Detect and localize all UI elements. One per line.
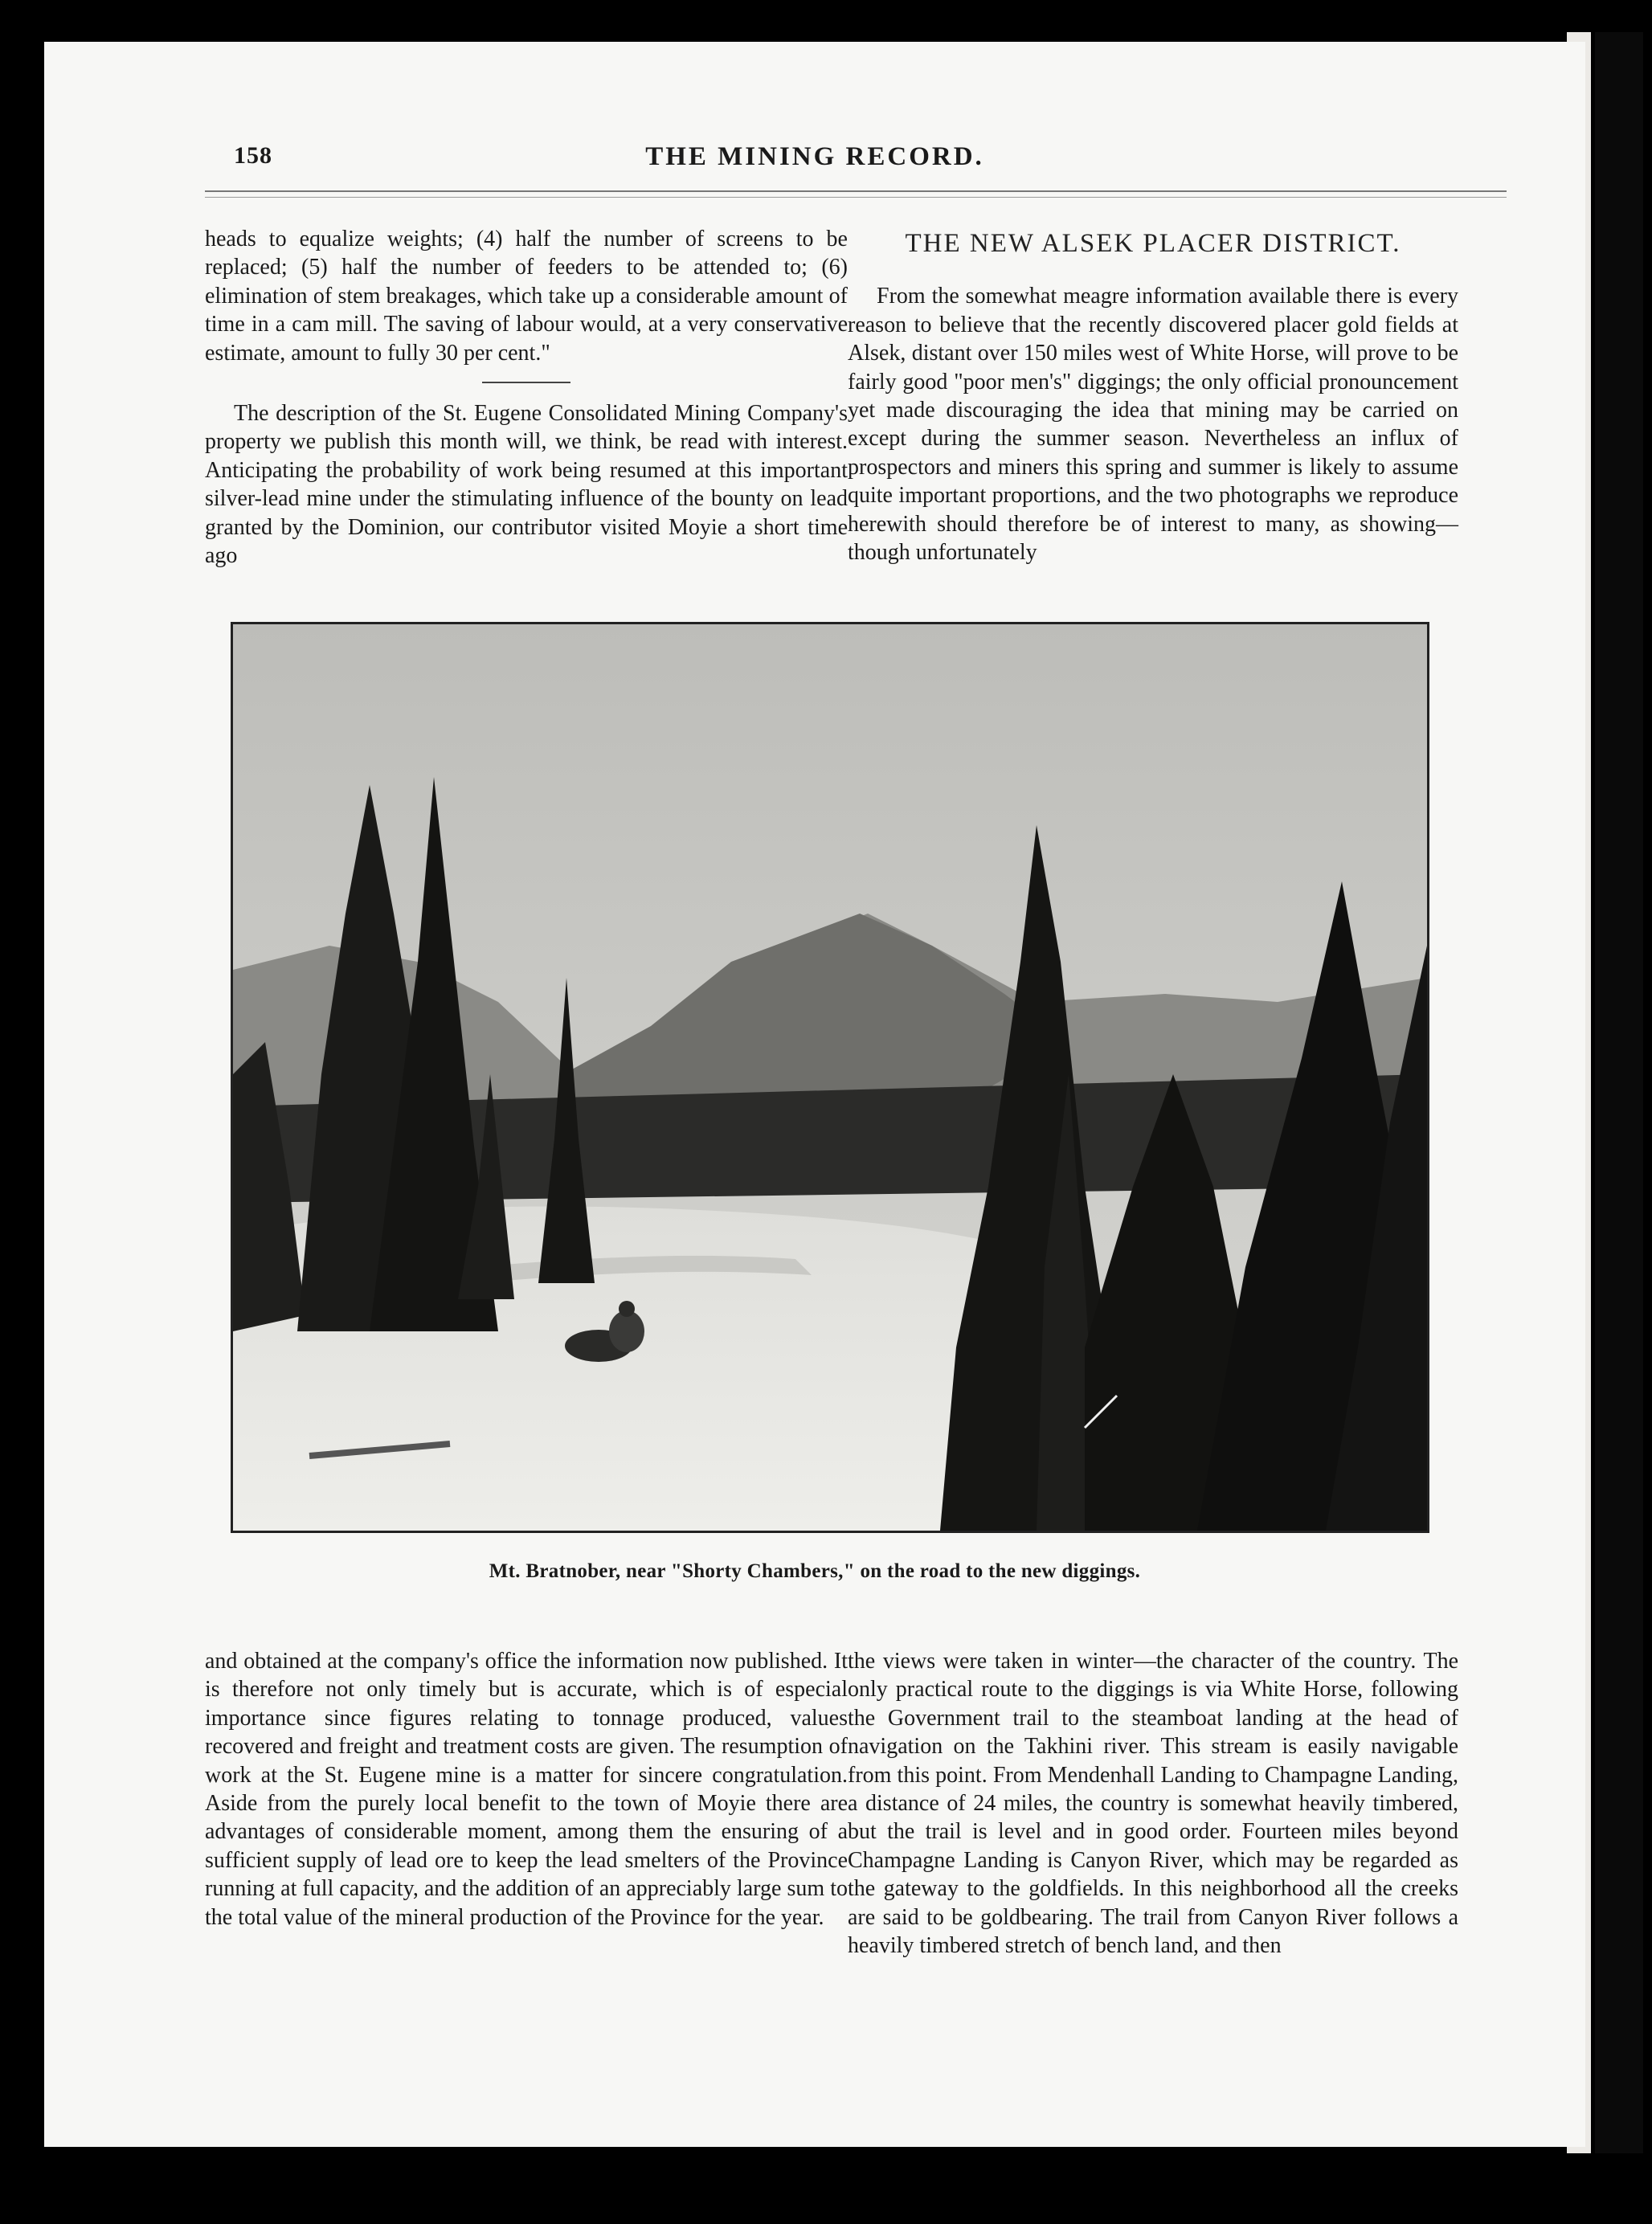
header-rule — [205, 190, 1507, 192]
paragraph: heads to equalize weights; (4) half the number of screens to be replaced; (5) half the number of feeders to be attended to; (6) elimination of stem breakages, which take up a considerable amount of time in a cam mill. The saving of labour would, at a very conservative estimate, amount to fully 30 per cent." — [205, 227, 848, 366]
paragraph: the views were taken in winter—the character of the country. The only practical route to the diggings is via White Horse, following the Government trail to the steamboat landing at the head of navigation on the Takhini river. This stream is easily navigable from this point. From Mendenhall Landing to Champagne Landing, a distance of 24 miles, the country is somewhat heavily timbered, but the trail is level and in good order. Fourteen miles beyond Champagne Landing is Canyon River, which may be regarded as the gateway to the goldfields. In this neighborhood all the creeks are said to be goldbearing. The trail from Canyon River follows a heavily timbered stretch of bench land, and then — [848, 1649, 1458, 1959]
winter-landscape-image — [233, 624, 1427, 1531]
page-number: 158 — [234, 142, 272, 169]
article-title: THE NEW ALSEK PLACER DISTRICT. — [905, 229, 1401, 258]
document-page — [44, 42, 1585, 2147]
left-column-bottom — [205, 1647, 848, 1932]
paragraph: and obtained at the company's office the information now published. It is therefore not only timely but is accurate, which is of especial importance since figures relating to tonnage produced, values recovered and freight and treatment costs are given. The resumption of work at the St. Eugene mine is a matter for sincere congratulation. Aside from the purely local benefit to the town of Moyie there are advantages of considerable moment, among them the ensuring of a sufficient supply of lead ore to keep the lead smelters of the Province running at full capacity, and the addition of an appreciably large sum to the total value of the mineral production of the Province for the year. — [205, 1649, 848, 1930]
right-column-top — [848, 225, 1458, 566]
paragraph: The description of the St. Eugene Consolidated Mining Company's property we publish this month will, we think, be read with interest. Anticipating the probability of work being resumed at this important silver-lead mine under the stimulating influence of the bounty on lead granted by the Dominion, our contributor visited Moyie a short time ago — [205, 401, 848, 569]
paragraph: From the somewhat meagre information available there is every reason to believe that the recently discovered placer gold fields at Alsek, distant over 150 miles west of White Horse, will prove to be fairly good "poor men's" diggings; the only official pronouncement yet made discouraging the idea that mining may be carried on except during the summer season. Nevertheless an influx of prospectors and miners this spring and summer is likely to assume quite important proportions, and the two photographs we reproduce herewith should therefore be of interest to many, as showing—though unfortunately — [848, 284, 1458, 566]
scan-border — [1595, 32, 1643, 2153]
journal-title: THE MINING RECORD. — [645, 142, 984, 171]
left-column-top — [205, 225, 848, 570]
section-divider — [482, 382, 570, 383]
running-head — [44, 142, 1585, 174]
header-rule-thin — [205, 197, 1507, 198]
photo-caption: Mt. Bratnober, near "Shorty Chambers," on the road to the new diggings. — [489, 1560, 1141, 1582]
halftone-photograph — [231, 622, 1429, 1533]
right-column-bottom — [848, 1647, 1458, 1960]
